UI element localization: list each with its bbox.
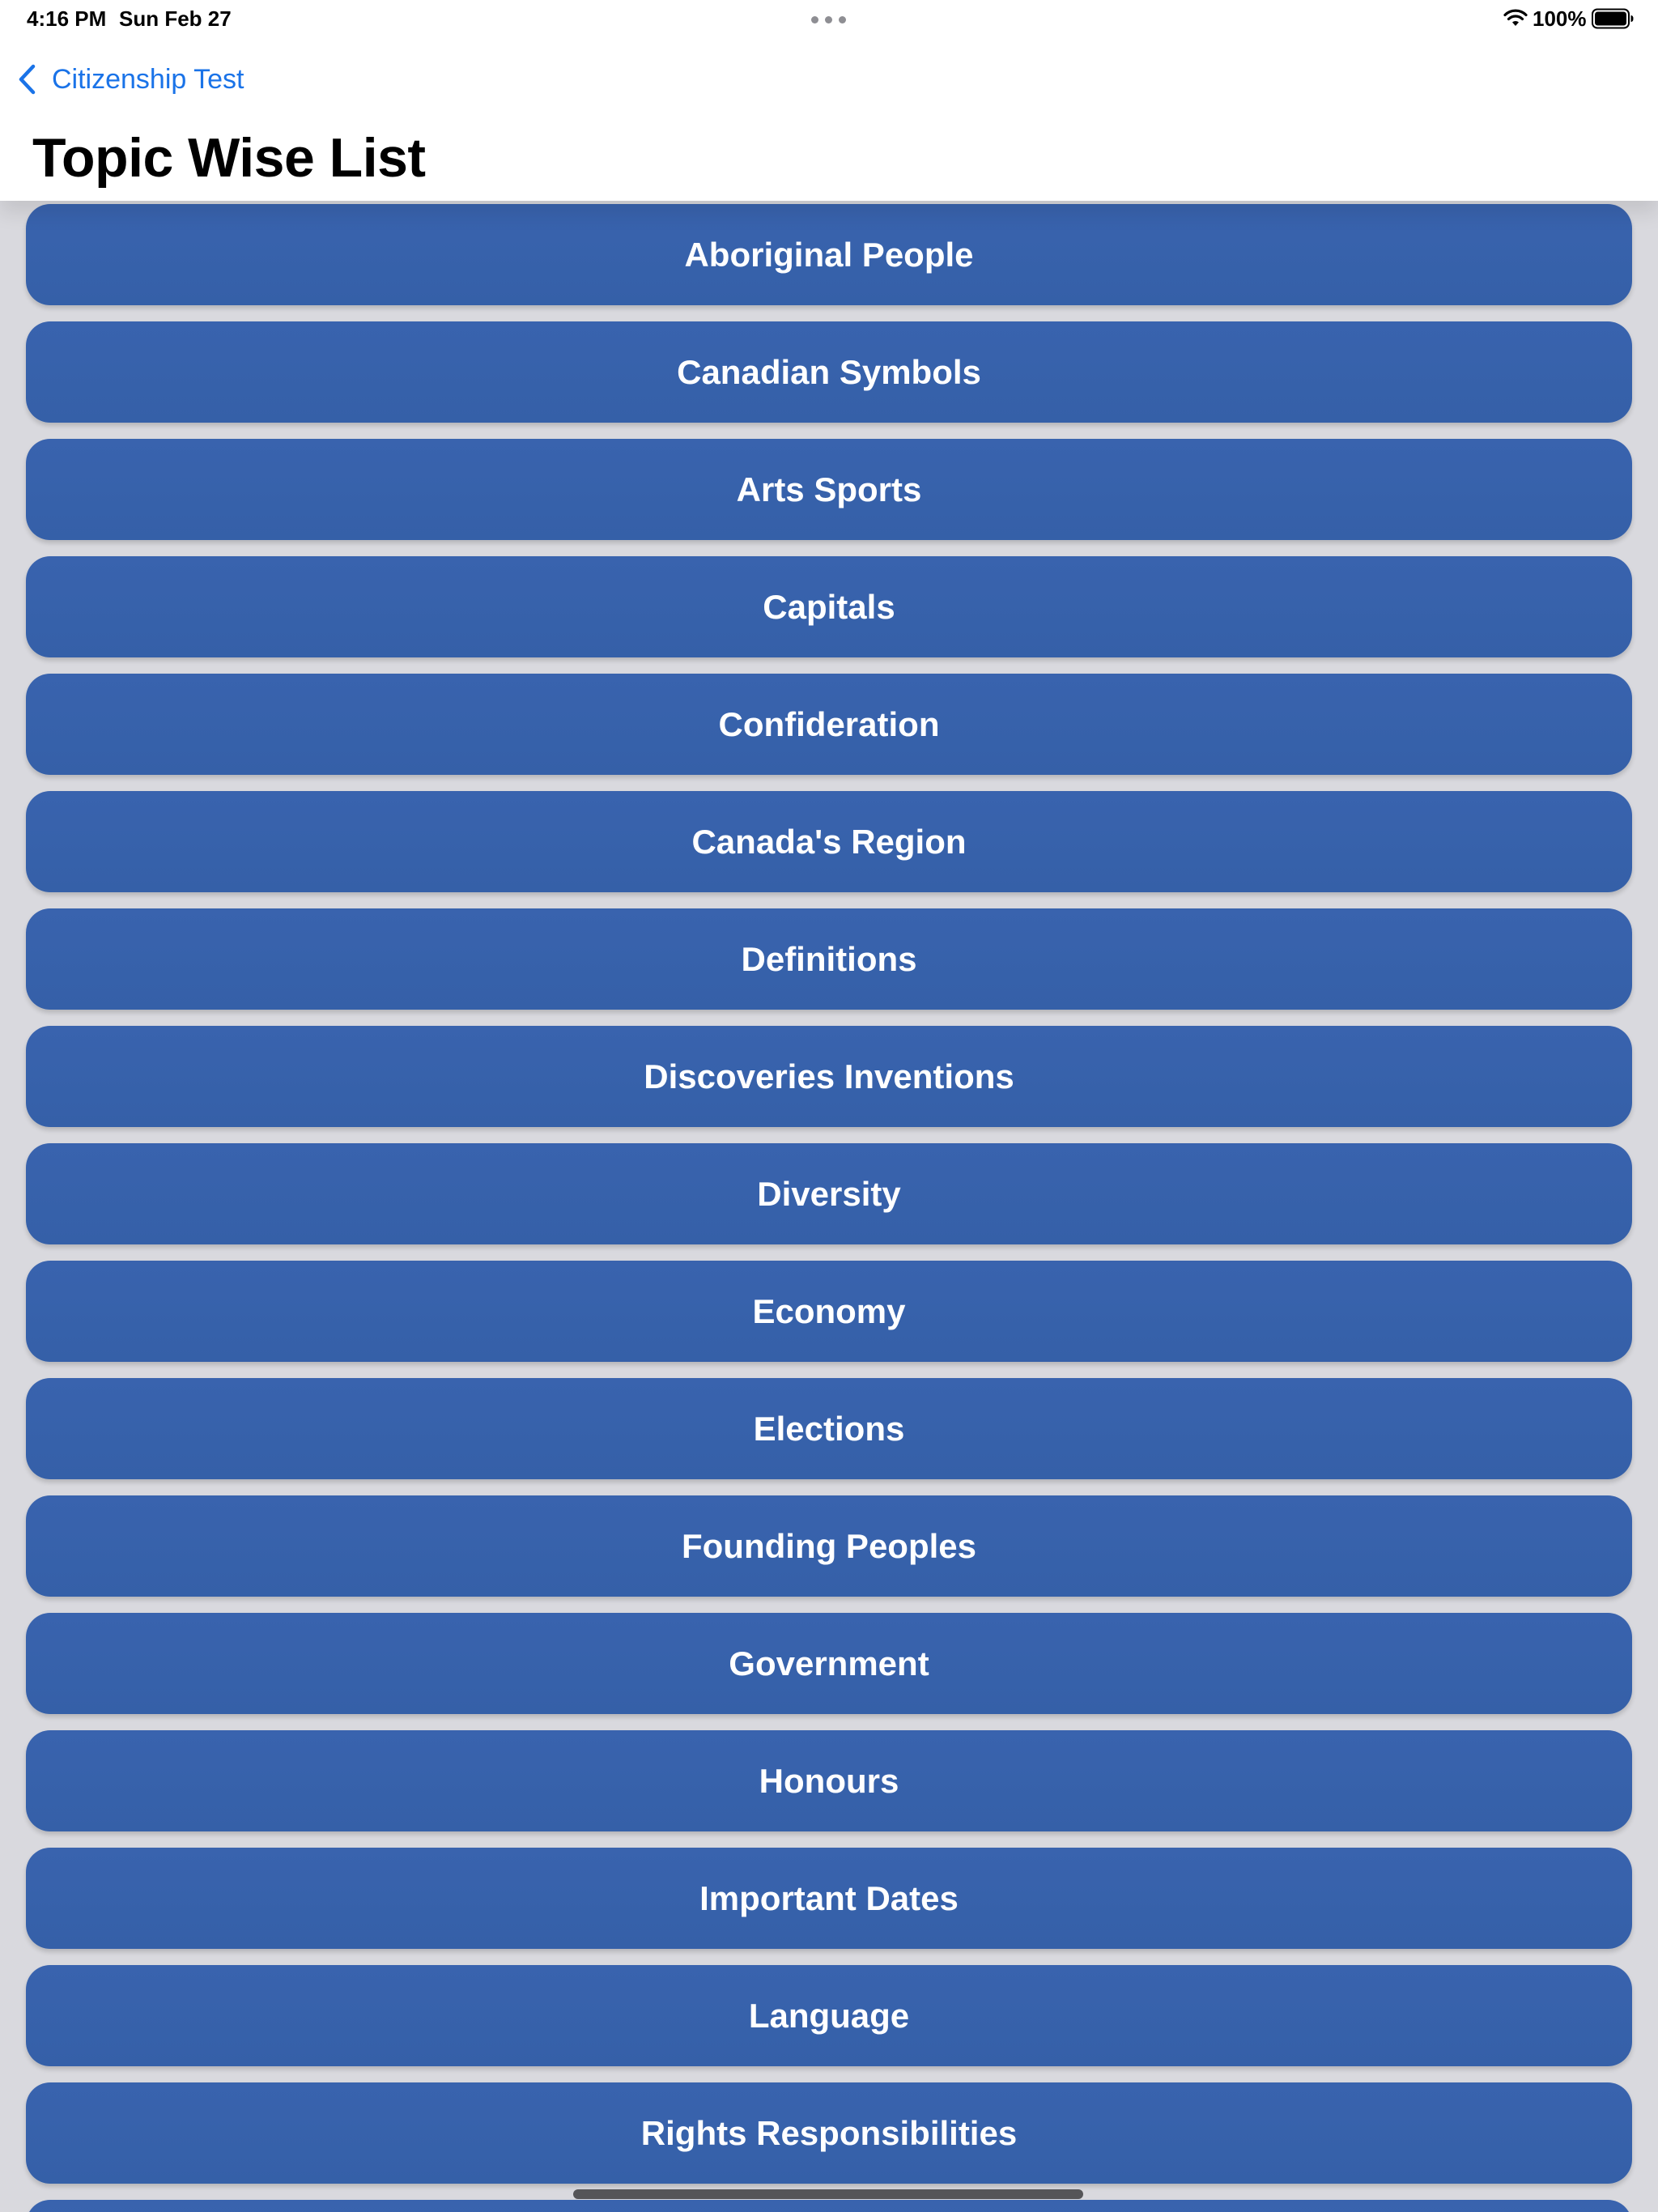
topic-button[interactable] [26, 556, 1632, 657]
topic-button-label: Government [729, 1644, 929, 1682]
topic-button[interactable] [26, 2200, 1632, 2212]
topic-button[interactable] [26, 1143, 1632, 1244]
navigation-bar [0, 39, 1658, 201]
topic-button[interactable] [26, 1965, 1632, 2066]
battery-icon [1592, 8, 1634, 29]
topic-button-label: Honours [759, 1761, 899, 1800]
topic-button[interactable] [26, 439, 1632, 540]
status-bar [0, 0, 1658, 39]
topic-button[interactable] [26, 321, 1632, 423]
home-indicator[interactable] [573, 2189, 1083, 2199]
topic-button-label: Capitals [763, 587, 895, 626]
page-title: Topic Wise List [32, 127, 426, 189]
topic-button-label: Confideration [718, 704, 940, 743]
wifi-icon [1503, 9, 1528, 27]
topic-button-label: Founding Peoples [682, 1526, 976, 1565]
topic-button-label: Arts Sports [736, 470, 922, 508]
topic-button-label: Canadian Symbols [677, 352, 981, 391]
topic-button[interactable] [26, 204, 1632, 305]
topic-button[interactable] [26, 1026, 1632, 1127]
chevron-left-icon [18, 64, 36, 95]
topic-button-label: Rights Responsibilities [640, 2113, 1018, 2152]
status-time: 4:16 PM [27, 6, 107, 31]
topic-button-label: Economy [752, 1291, 906, 1330]
topic-button-label: Canada's Region [691, 822, 967, 861]
status-date: Sun Feb 27 [119, 6, 232, 31]
topic-button[interactable] [26, 1613, 1632, 1714]
multitask-dots-icon[interactable] [811, 16, 847, 24]
battery-percent: 100% [1533, 6, 1587, 31]
topic-button-label: Language [748, 1996, 910, 2035]
topic-button-label: Diversity [757, 1174, 901, 1213]
topic-button[interactable] [26, 2082, 1632, 2184]
topic-button[interactable] [26, 1378, 1632, 1479]
topic-button-label: Elections [753, 1409, 905, 1448]
back-button-label: Citizenship Test [52, 63, 244, 95]
topic-button[interactable] [26, 791, 1632, 892]
topic-button[interactable] [26, 1261, 1632, 1362]
topic-button[interactable] [26, 674, 1632, 775]
topic-button-label: Important Dates [699, 1878, 959, 1917]
topic-list[interactable] [0, 201, 1658, 2212]
topic-button[interactable] [26, 1848, 1632, 1949]
back-button[interactable] [18, 57, 244, 102]
topic-button[interactable] [26, 908, 1632, 1010]
topic-button-label: Discoveries Inventions [644, 1057, 1014, 1095]
topic-button-label: Definitions [741, 939, 917, 978]
topic-button[interactable] [26, 1730, 1632, 1831]
topic-button[interactable] [26, 1495, 1632, 1597]
topic-button-label: Aboriginal People [684, 235, 974, 274]
